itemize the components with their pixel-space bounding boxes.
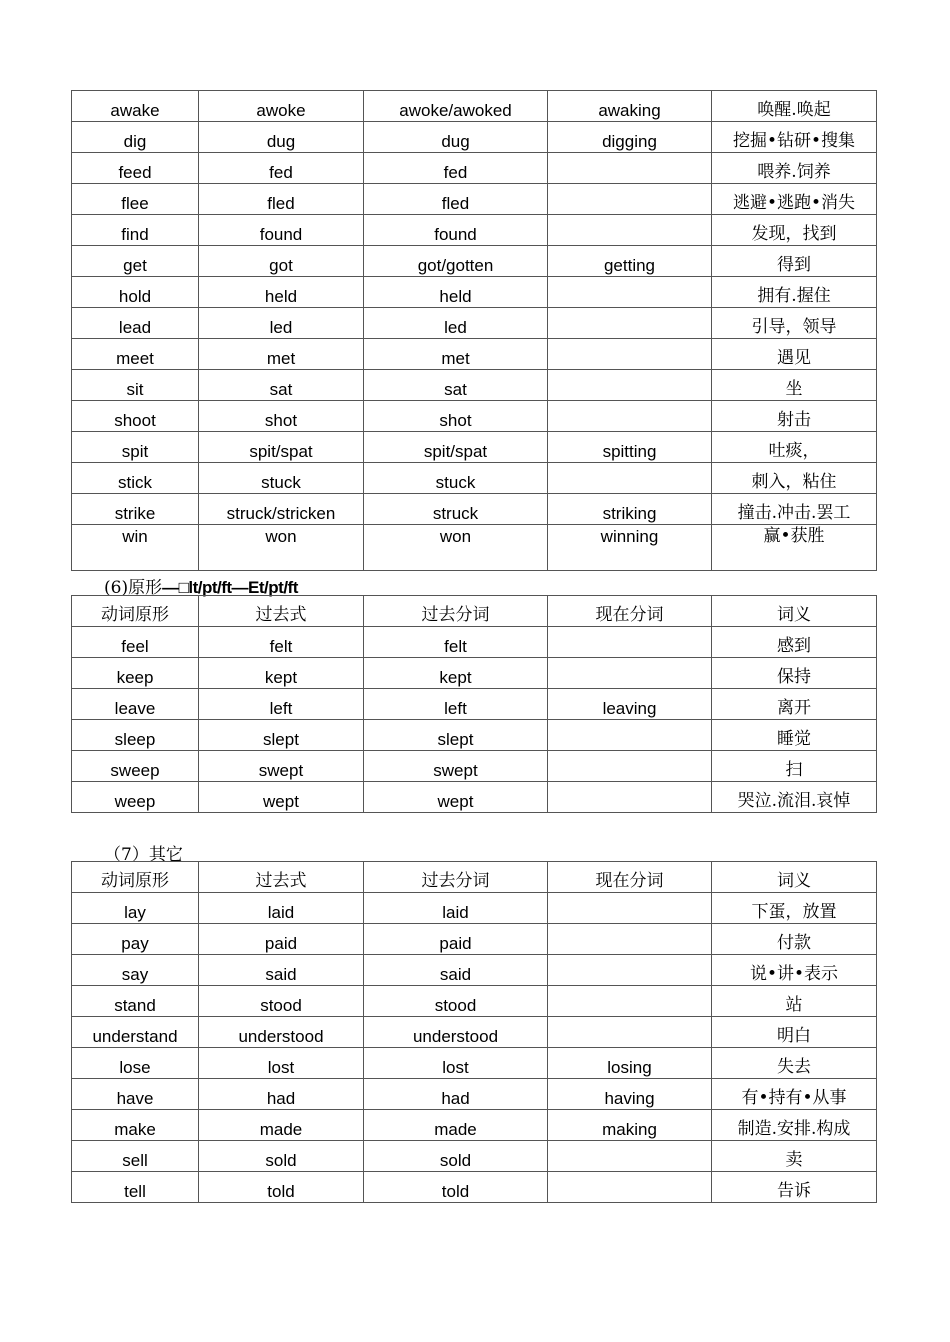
cell-meaning: 感到 xyxy=(712,627,877,658)
cell-meaning: 引导，领导 xyxy=(712,308,877,339)
cell-past-participle: met xyxy=(364,339,548,370)
cell-past-participle: lost xyxy=(364,1048,548,1079)
cell-present-participle xyxy=(548,463,712,494)
cell-base-form: dig xyxy=(72,122,199,153)
cell-meaning: 喂养.饲养 xyxy=(712,153,877,184)
cell-base-form: keep xyxy=(72,658,199,689)
table-row xyxy=(72,339,877,370)
cell-past-participle: found xyxy=(364,215,548,246)
table-row xyxy=(72,893,877,924)
table-row xyxy=(72,215,877,246)
verb-table-2 xyxy=(71,595,877,813)
header-meaning: 词义 xyxy=(712,596,877,627)
cell-present-participle: getting xyxy=(548,246,712,277)
cell-base-form: sleep xyxy=(72,720,199,751)
cell-base-form: sell xyxy=(72,1141,199,1172)
cell-present-participle: having xyxy=(548,1079,712,1110)
table-row xyxy=(72,1110,877,1141)
cell-past-participle: left xyxy=(364,689,548,720)
cell-past-tense: met xyxy=(199,339,364,370)
cell-present-participle xyxy=(548,658,712,689)
table-row xyxy=(72,246,877,277)
cell-present-participle xyxy=(548,308,712,339)
cell-past-participle: struck xyxy=(364,494,548,525)
cell-base-form: stick xyxy=(72,463,199,494)
cell-base-form: sweep xyxy=(72,751,199,782)
cell-past-tense: dug xyxy=(199,122,364,153)
cell-past-tense: left xyxy=(199,689,364,720)
cell-present-participle xyxy=(548,153,712,184)
cell-meaning: 睡觉 xyxy=(712,720,877,751)
cell-present-participle xyxy=(548,277,712,308)
cell-past-tense: got xyxy=(199,246,364,277)
cell-present-participle xyxy=(548,215,712,246)
cell-present-participle xyxy=(548,751,712,782)
header-present-participle: 现在分词 xyxy=(548,862,712,893)
cell-base-form: lay xyxy=(72,893,199,924)
cell-past-tense: laid xyxy=(199,893,364,924)
cell-past-participle: fled xyxy=(364,184,548,215)
verb-table-2-body xyxy=(72,596,877,813)
cell-base-form: sit xyxy=(72,370,199,401)
verb-table-1 xyxy=(71,90,877,571)
cell-base-form: lead xyxy=(72,308,199,339)
cell-present-participle xyxy=(548,893,712,924)
cell-past-tense: shot xyxy=(199,401,364,432)
cell-present-participle xyxy=(548,924,712,955)
section-6-pattern: —□lt/pt/ft—Et/pt/ft xyxy=(162,578,298,597)
cell-base-form: have xyxy=(72,1079,199,1110)
header-meaning: 词义 xyxy=(712,862,877,893)
cell-present-participle xyxy=(548,627,712,658)
cell-past-participle: had xyxy=(364,1079,548,1110)
table-row xyxy=(72,463,877,494)
cell-past-participle: awoke/awoked xyxy=(364,91,548,122)
cell-past-tense: kept xyxy=(199,658,364,689)
cell-past-tense: struck/stricken xyxy=(199,494,364,525)
cell-past-tense: understood xyxy=(199,1017,364,1048)
cell-past-tense: spit/spat xyxy=(199,432,364,463)
cell-past-tense: fed xyxy=(199,153,364,184)
cell-past-tense: stuck xyxy=(199,463,364,494)
cell-base-form: pay xyxy=(72,924,199,955)
cell-past-tense: swept xyxy=(199,751,364,782)
cell-past-participle: paid xyxy=(364,924,548,955)
header-past-tense: 过去式 xyxy=(199,862,364,893)
section-7-label: （7）其它 xyxy=(104,845,183,865)
table-row xyxy=(72,401,877,432)
verb-table-1-body xyxy=(72,91,877,571)
cell-meaning: 赢•获胜 xyxy=(712,525,877,571)
cell-past-tense: made xyxy=(199,1110,364,1141)
table-row xyxy=(72,658,877,689)
cell-meaning: 射击 xyxy=(712,401,877,432)
cell-past-tense: fled xyxy=(199,184,364,215)
cell-base-form: shoot xyxy=(72,401,199,432)
table-row xyxy=(72,122,877,153)
cell-meaning: 站 xyxy=(712,986,877,1017)
cell-past-participle: wept xyxy=(364,782,548,813)
cell-base-form: feed xyxy=(72,153,199,184)
cell-base-form: hold xyxy=(72,277,199,308)
table-row xyxy=(72,751,877,782)
cell-base-form: flee xyxy=(72,184,199,215)
cell-past-participle: kept xyxy=(364,658,548,689)
cell-past-participle: swept xyxy=(364,751,548,782)
table-row xyxy=(72,1172,877,1203)
cell-base-form: tell xyxy=(72,1172,199,1203)
cell-meaning: 吐痰， xyxy=(712,432,877,463)
cell-base-form: make xyxy=(72,1110,199,1141)
cell-meaning: 哭泣.流泪.哀悼 xyxy=(712,782,877,813)
cell-past-participle: understood xyxy=(364,1017,548,1048)
table-row xyxy=(72,1017,877,1048)
cell-present-participle xyxy=(548,370,712,401)
cell-base-form: get xyxy=(72,246,199,277)
cell-past-tense: told xyxy=(199,1172,364,1203)
header-past-participle: 过去分词 xyxy=(364,862,548,893)
cell-meaning: 坐 xyxy=(712,370,877,401)
cell-past-tense: lost xyxy=(199,1048,364,1079)
table-row xyxy=(72,782,877,813)
cell-meaning: 付款 xyxy=(712,924,877,955)
table-row xyxy=(72,432,877,463)
header-row xyxy=(72,862,877,893)
cell-meaning: 唤醒.唤起 xyxy=(712,91,877,122)
section-6-number: (6) xyxy=(104,578,129,598)
cell-base-form: meet xyxy=(72,339,199,370)
cell-past-participle: won xyxy=(364,525,548,571)
cell-past-tense: had xyxy=(199,1079,364,1110)
cell-meaning: 卖 xyxy=(712,1141,877,1172)
cell-past-tense: led xyxy=(199,308,364,339)
table-row xyxy=(72,1048,877,1079)
cell-base-form: lose xyxy=(72,1048,199,1079)
cell-past-participle: made xyxy=(364,1110,548,1141)
cell-base-form: say xyxy=(72,955,199,986)
table-row xyxy=(72,627,877,658)
cell-meaning: 保持 xyxy=(712,658,877,689)
header-base-form: 动词原形 xyxy=(72,596,199,627)
table-row xyxy=(72,1079,877,1110)
cell-present-participle: losing xyxy=(548,1048,712,1079)
table-row xyxy=(72,955,877,986)
cell-meaning: 遇见 xyxy=(712,339,877,370)
cell-meaning: 有•持有•从事 xyxy=(712,1079,877,1110)
cell-past-tense: paid xyxy=(199,924,364,955)
cell-past-participle: felt xyxy=(364,627,548,658)
cell-present-participle xyxy=(548,401,712,432)
cell-past-participle: said xyxy=(364,955,548,986)
cell-present-participle xyxy=(548,339,712,370)
cell-present-participle xyxy=(548,782,712,813)
cell-meaning: 告诉 xyxy=(712,1172,877,1203)
cell-base-form: leave xyxy=(72,689,199,720)
verb-table-3 xyxy=(71,861,877,1203)
cell-meaning: 得到 xyxy=(712,246,877,277)
cell-meaning: 扫 xyxy=(712,751,877,782)
table-row xyxy=(72,184,877,215)
cell-past-participle: told xyxy=(364,1172,548,1203)
table-row xyxy=(72,689,877,720)
section-6-label: 原形 xyxy=(128,578,163,598)
cell-present-participle xyxy=(548,955,712,986)
table-row xyxy=(72,494,877,525)
table-row xyxy=(72,91,877,122)
cell-meaning: 撞击.冲击.罢工 xyxy=(712,494,877,525)
cell-past-tense: won xyxy=(199,525,364,571)
table-row xyxy=(72,277,877,308)
cell-past-participle: fed xyxy=(364,153,548,184)
header-past-tense: 过去式 xyxy=(199,596,364,627)
cell-base-form: weep xyxy=(72,782,199,813)
cell-present-participle xyxy=(548,1141,712,1172)
cell-present-participle xyxy=(548,184,712,215)
cell-present-participle: making xyxy=(548,1110,712,1141)
cell-meaning: 挖掘•钻研•搜集 xyxy=(712,122,877,153)
cell-past-tense: awoke xyxy=(199,91,364,122)
cell-present-participle: digging xyxy=(548,122,712,153)
cell-base-form: feel xyxy=(72,627,199,658)
cell-meaning: 发现，找到 xyxy=(712,215,877,246)
cell-past-tense: held xyxy=(199,277,364,308)
cell-meaning: 说•讲•表示 xyxy=(712,955,877,986)
cell-past-participle: slept xyxy=(364,720,548,751)
cell-past-tense: slept xyxy=(199,720,364,751)
cell-present-participle: awaking xyxy=(548,91,712,122)
cell-meaning: 拥有.握住 xyxy=(712,277,877,308)
cell-meaning: 失去 xyxy=(712,1048,877,1079)
cell-present-participle: striking xyxy=(548,494,712,525)
cell-base-form: awake xyxy=(72,91,199,122)
cell-base-form: win xyxy=(72,525,199,571)
table-row xyxy=(72,720,877,751)
header-base-form: 动词原形 xyxy=(72,862,199,893)
table-row xyxy=(72,370,877,401)
cell-meaning: 明白 xyxy=(712,1017,877,1048)
header-past-participle: 过去分词 xyxy=(364,596,548,627)
cell-past-participle: held xyxy=(364,277,548,308)
cell-past-tense: felt xyxy=(199,627,364,658)
table-row xyxy=(72,308,877,339)
cell-meaning: 下蛋，放置 xyxy=(712,893,877,924)
cell-past-participle: sat xyxy=(364,370,548,401)
table-row xyxy=(72,1141,877,1172)
cell-present-participle: winning xyxy=(548,525,712,571)
cell-meaning: 逃避•逃跑•消失 xyxy=(712,184,877,215)
cell-base-form: spit xyxy=(72,432,199,463)
cell-past-participle: laid xyxy=(364,893,548,924)
cell-meaning: 刺入，粘住 xyxy=(712,463,877,494)
cell-present-participle: leaving xyxy=(548,689,712,720)
cell-present-participle xyxy=(548,720,712,751)
cell-past-tense: found xyxy=(199,215,364,246)
cell-base-form: understand xyxy=(72,1017,199,1048)
cell-past-tense: stood xyxy=(199,986,364,1017)
cell-past-participle: shot xyxy=(364,401,548,432)
header-present-participle: 现在分词 xyxy=(548,596,712,627)
cell-past-participle: got/gotten xyxy=(364,246,548,277)
cell-present-participle xyxy=(548,986,712,1017)
cell-present-participle xyxy=(548,1017,712,1048)
cell-past-participle: dug xyxy=(364,122,548,153)
cell-past-participle: stood xyxy=(364,986,548,1017)
table-row xyxy=(72,986,877,1017)
header-row xyxy=(72,596,877,627)
cell-meaning: 离开 xyxy=(712,689,877,720)
cell-past-tense: wept xyxy=(199,782,364,813)
cell-past-tense: said xyxy=(199,955,364,986)
cell-past-participle: led xyxy=(364,308,548,339)
verb-table-3-body xyxy=(72,862,877,1203)
cell-base-form: strike xyxy=(72,494,199,525)
cell-base-form: find xyxy=(72,215,199,246)
cell-past-tense: sold xyxy=(199,1141,364,1172)
table-row xyxy=(72,924,877,955)
cell-past-participle: stuck xyxy=(364,463,548,494)
cell-base-form: stand xyxy=(72,986,199,1017)
cell-past-participle: sold xyxy=(364,1141,548,1172)
table-row xyxy=(72,153,877,184)
cell-past-participle: spit/spat xyxy=(364,432,548,463)
table-row xyxy=(72,525,877,571)
cell-meaning: 制造.安排.构成 xyxy=(712,1110,877,1141)
cell-present-participle: spitting xyxy=(548,432,712,463)
cell-past-tense: sat xyxy=(199,370,364,401)
cell-present-participle xyxy=(548,1172,712,1203)
